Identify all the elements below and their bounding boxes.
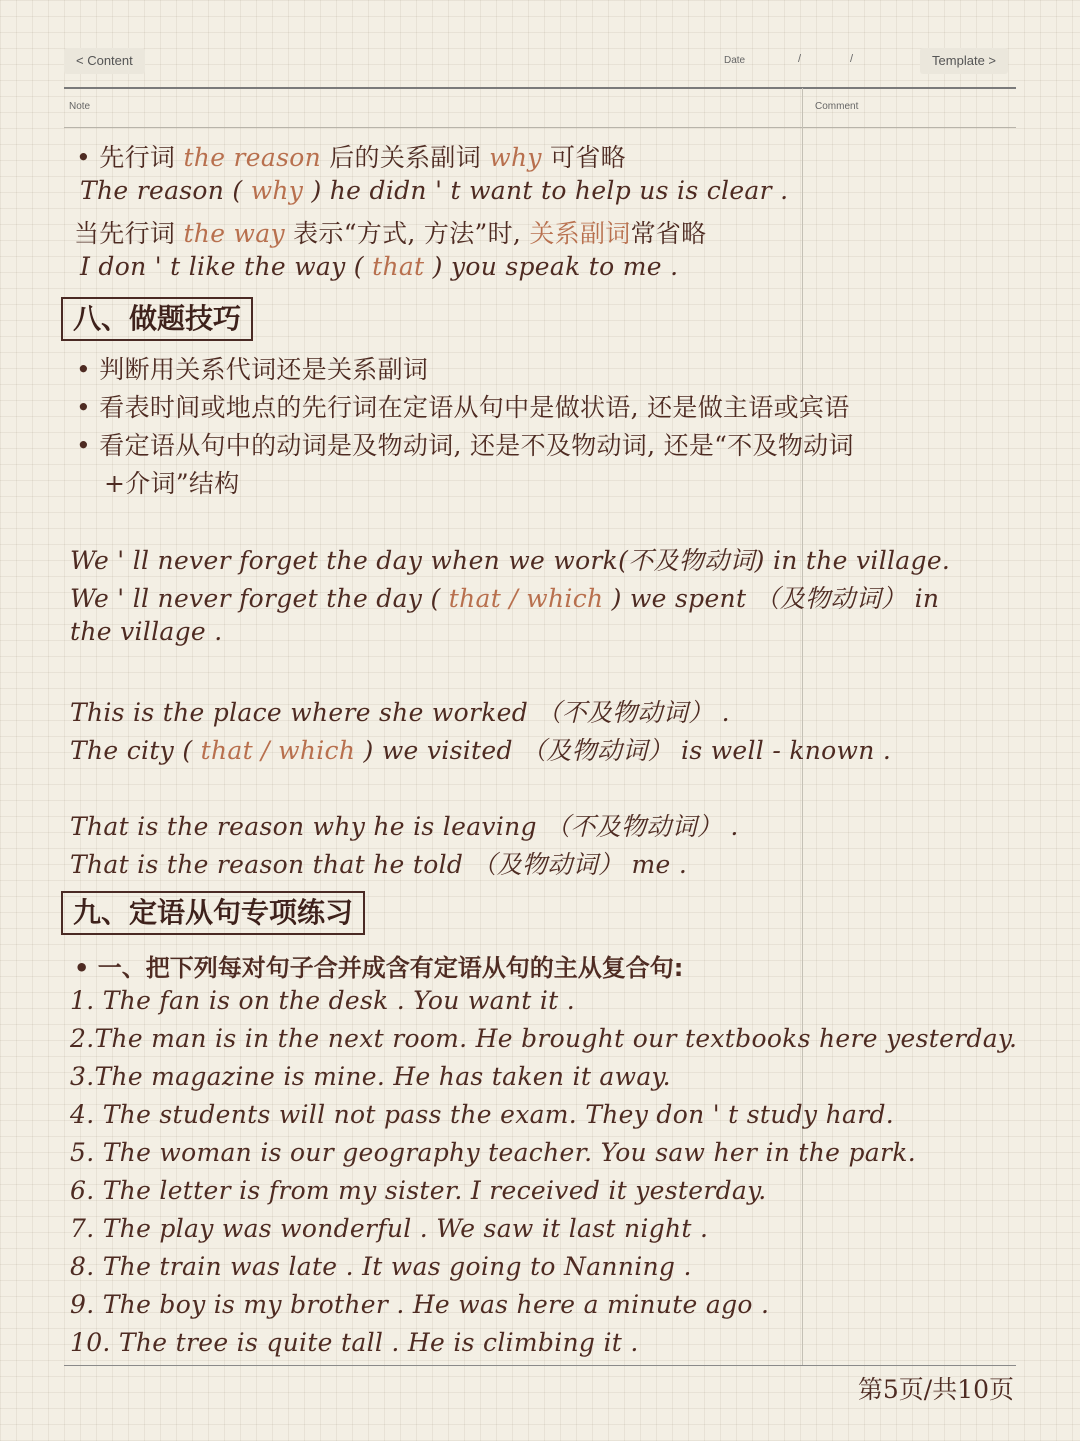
note-line: • 先行词 the reason 后的关系副词 why 可省略 [76,143,626,172]
example-sentence: We ' ll never forget the day ( that / which ) we spent （及物动词） in [70,584,940,613]
header-divider [64,87,1016,89]
exercise-heading: • 一、把下列每对句子合并成含有定语从句的主从复合句: [74,954,684,982]
column-header-divider [64,127,1016,128]
exercise-item: 4. The students will not pass the exam. They don ' t study hard. [70,1100,895,1129]
bullet-item-continued: +介词”结构 [104,469,240,498]
content-back-button[interactable]: < Content [64,48,145,74]
exercise-item: 2.The man is in the next room. He brought our textbooks here yesterday. [70,1024,1018,1053]
date-separator: / [850,53,854,65]
note-line: The reason ( why ) he didn ' t want to help us is clear . [80,176,789,205]
section-title-8: 八、做题技巧 [61,297,253,341]
top-toolbar [64,48,1008,74]
bullet-item: • 判断用关系代词还是关系副词 [76,355,429,384]
example-sentence: That is the reason why he is leaving （不及物动词） . [70,812,739,841]
section-title-9: 九、定语从句专项练习 [61,891,365,935]
date-label: Date [724,55,746,66]
date-separator: / [798,53,802,65]
example-sentence: This is the place where she worked （不及物动词） . [70,698,730,727]
exercise-item: 6. The letter is from my sister. I received it yesterday. [70,1176,767,1205]
comment-column-divider [802,88,803,1366]
example-sentence: The city ( that / which ) we visited （及物动词） is well - known . [70,736,892,765]
note-column-label: Note [69,101,91,112]
exercise-item: 10. The tree is quite tall . He is climbing it . [70,1328,639,1357]
exercise-item: 5. The woman is our geography teacher. You saw her in the park. [70,1138,916,1167]
comment-column-label: Comment [815,101,859,112]
note-line: I don ' t like the way ( that ) you speak to me . [80,252,679,281]
exercise-item: 9. The boy is my brother . He was here a minute ago . [70,1290,770,1319]
exercise-item: 7. The play was wonderful . We saw it last night . [70,1214,709,1243]
example-sentence: That is the reason that he told （及物动词） me . [70,850,688,879]
template-button[interactable]: Template > [920,48,1008,74]
bullet-item: • 看定语从句中的动词是及物动词, 还是不及物动词, 还是“不及物动词 [76,431,854,460]
example-sentence: the village . [70,617,223,646]
exercise-item: 8. The train was late . It was going to Nanning . [70,1252,692,1281]
footer-divider [64,1365,1016,1366]
exercise-item: 1. The fan is on the desk . You want it . [70,986,575,1015]
bullet-item: • 看表时间或地点的先行词在定语从句中是做状语, 还是做主语或宾语 [76,393,850,422]
note-line: 当先行词 the way 表示“方式, 方法”时, 关系副词常省略 [74,219,707,248]
example-sentence: We ' ll never forget the day when we work(不及物动词) in the village. [70,546,951,575]
page-number: 第5页/共10页 [857,1375,1014,1404]
exercise-item: 3.The magazine is mine. He has taken it away. [70,1062,671,1091]
